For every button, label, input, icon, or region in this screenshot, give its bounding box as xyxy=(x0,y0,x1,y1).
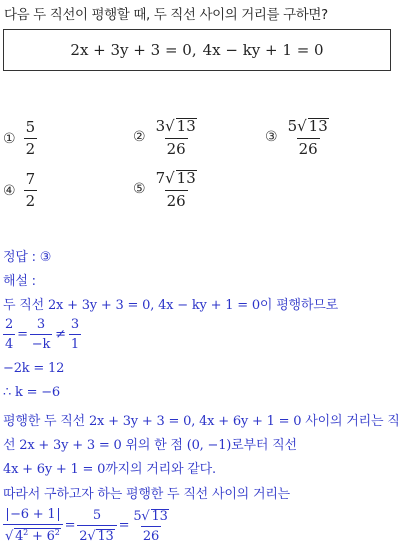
answer-line: 정답 : ③ xyxy=(3,250,52,265)
solution-line-6: 선 2x + 3y + 3 = 0 위의 한 점 (0, −1)로부터 직선 xyxy=(3,438,297,453)
solution-line-5: 평행한 두 직선 2x + 3y + 3 = 0, 4x + 6y + 1 = 0 사이의 거리는 직 xyxy=(3,414,400,429)
choice-2[interactable] xyxy=(133,118,199,157)
solution-line-4: ∴ k = −6 xyxy=(3,385,61,400)
choice-1-mark: ① xyxy=(3,130,16,147)
solution-line-7: 4x + 6y + 1 = 0까지의 거리와 같다. xyxy=(3,462,216,477)
equation-1: 2x + 3y + 3 = 0 xyxy=(70,41,192,59)
choice-3-fraction: $\frac{5√ 13}{26}$ xyxy=(287,117,328,158)
choice-4-fraction: $\frac{7}{2}$ xyxy=(25,170,36,210)
question-title: 다음 두 직선이 평행할 때, 두 직선 사이의 거리를 구하면? xyxy=(4,7,328,23)
solution-line-8: 따라서 구하고자 하는 평행한 두 직선 사이의 거리는 xyxy=(3,487,291,502)
choice-4-mark: ④ xyxy=(3,182,16,199)
choice-1-fraction: $\frac{5}{2}$ xyxy=(25,118,36,158)
choice-2-mark: ② xyxy=(133,129,146,146)
choice-5[interactable] xyxy=(133,170,199,209)
ratio-line: $\frac{2}{4}$ = $\frac{3}{-k}$ ≠ $\frac{3}{1}$ xyxy=(5,317,79,352)
choice-4[interactable] xyxy=(3,172,37,209)
choice-1[interactable] xyxy=(3,120,37,157)
equation-2: 4x − ky + 1 = 0 xyxy=(202,41,324,59)
choice-5-fraction: $\frac{7√ 13}{26}$ xyxy=(155,169,196,210)
solution-line-3: −2k = 12 xyxy=(3,361,65,376)
final-expression: $\frac{-6 + 1}{√ 4^2 + 6^2}$ = $\frac{5}{2√ 13}$ = $\frac{5√ 13}{26}$ xyxy=(5,507,168,545)
solution-line-1: 두 직선 2x + 3y + 3 = 0, 4x − ky + 1 = 0이 평행하므로 xyxy=(3,298,338,313)
choice-5-mark: ⑤ xyxy=(133,181,146,198)
equation-box xyxy=(3,29,391,71)
choice-3[interactable] xyxy=(265,118,331,157)
equation-separator: , xyxy=(191,41,197,59)
choice-2-fraction: $\frac{3√ 13}{26}$ xyxy=(155,117,196,158)
solution-heading: 해설 : xyxy=(3,274,36,289)
choice-3-mark: ③ xyxy=(265,129,278,146)
